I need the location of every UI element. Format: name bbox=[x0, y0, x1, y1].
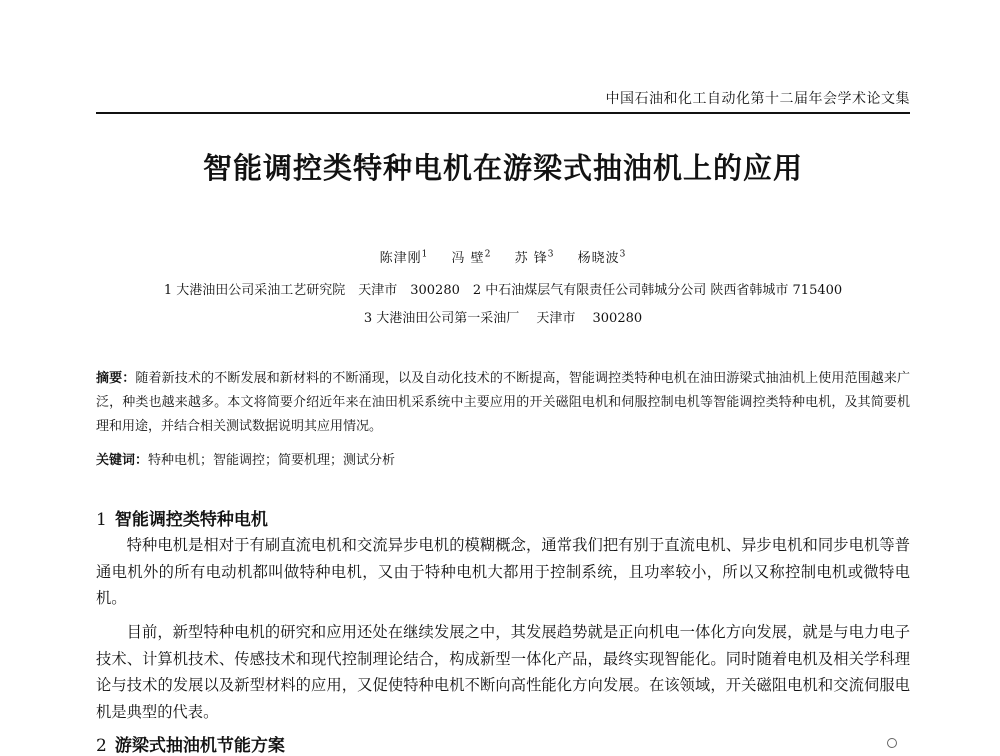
author: 杨晓波$^3$ bbox=[577, 249, 627, 266]
scan-mark bbox=[887, 738, 897, 748]
keywords-label: 关键词： bbox=[96, 453, 149, 468]
section-number: 2 bbox=[96, 736, 107, 756]
author: 陈津刚$^1$ bbox=[379, 249, 429, 266]
abstract bbox=[96, 367, 910, 439]
running-header: 中国石油和化工自动化第十二届年会学术论文集 bbox=[605, 91, 910, 107]
abstract-label: 摘要： bbox=[96, 371, 136, 386]
author: 冯 壁$^2$ bbox=[451, 249, 492, 266]
author: 苏 锋$^3$ bbox=[514, 249, 555, 266]
body-paragraph: 特种电机是相对于有刷直流电机和交流异步电机的模糊概念，通常我们把有别于直流电机、异步电机和同步电机等普通电机外的所有电动机都叫做特种电机，又由于特种电机大都用于控制系统，且功率较小，所以又称控制电机或微特电机。 bbox=[96, 536, 910, 607]
section-heading: 2 游梁式抽油机节能方案 bbox=[96, 736, 285, 756]
author-list bbox=[96, 247, 910, 266]
affiliation-line: 1 大港油田公司采油工艺研究院 天津市 300280 2 中石油煤层气有限责任公司韩城分公司 陕西省韩城市 715400 bbox=[163, 283, 843, 298]
section-number: 1 bbox=[96, 510, 107, 530]
header-rule bbox=[96, 112, 910, 114]
body-paragraph: 目前，新型特种电机的研究和应用还处在继续发展之中，其发展趋势就是正向机电一体化方向发展，就是与电力电子技术、计算机技术、传感技术和现代控制理论结合，构成新型一体化产品，最终实现智能化。同时随着电机及相关学科理论与技术的发展以及新型材料的应用，又促使特种电机不断向高性能化方向发展。在该领域，开关磁阻电机和交流伺服电机是典型的代表。 bbox=[96, 623, 910, 721]
paper-title: 智能调控类特种电机在游梁式抽油机上的应用 bbox=[202, 151, 803, 185]
keywords bbox=[96, 449, 910, 468]
abstract-text: 随着新技术的不断发展和新材料的不断涌现，以及自动化技术的不断提高，智能调控类特种电机在油田游梁式抽油机上使用范围越来广泛，种类也越来越多。本文将简要介绍近年来在油田机采系统中主要应用的开关磁阻电机和伺服控制电机等智能调控类特种电机，及其简要机理和用途，并结合相关测试数据说明其应用情况。 bbox=[96, 371, 910, 434]
affiliation-line: 3 大港油田公司第一采油厂 天津市 300280 bbox=[363, 311, 643, 326]
keywords-text: 特种电机；智能调控；简要机理；测试分析 bbox=[148, 453, 396, 468]
section-heading: 1 智能调控类特种电机 bbox=[96, 510, 268, 530]
